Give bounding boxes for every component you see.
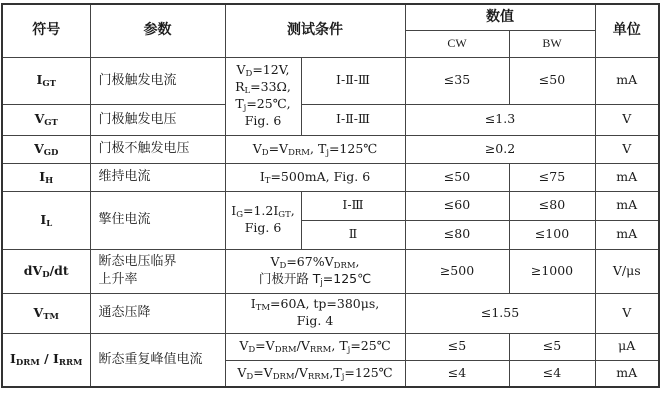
header-bw: BW (509, 30, 595, 57)
condition-idrm-2: $V_D=V_{DRM}/V_{RRM},T_j=125℃$ (225, 360, 405, 387)
unit-ih: mA (595, 163, 659, 191)
quadrant-vgt: Ⅰ-Ⅱ-Ⅲ (301, 104, 405, 135)
cw-il-2: ≤80 (405, 220, 509, 249)
shared-condition-cell: $V_D=12V$, $R_L=33\Omega$, $T_j=25℃$, Fig. 6 (225, 57, 301, 135)
condition-il: $I_G=1.2I_{GT}$, Fig. 6 (225, 191, 301, 249)
value-vtm: ≤1.55 (405, 293, 595, 333)
symbol-il: $I_L$ (2, 191, 90, 249)
condition-ih: $I_T=500mA$, Fig. 6 (225, 163, 405, 191)
row-vgt (2, 104, 659, 135)
row-igt (2, 57, 659, 104)
unit-dvdt: V/μs (595, 249, 659, 293)
header-symbol: 符号 (2, 4, 90, 57)
row-il-1 (2, 191, 659, 220)
row-ih (2, 163, 659, 191)
cw-idrm-2: ≤4 (405, 360, 509, 387)
bw-idrm-2: ≤4 (509, 360, 595, 387)
value-vgt: ≤1.3 (405, 104, 595, 135)
header-cw: CW (405, 30, 509, 57)
header-unit: 单位 (595, 4, 659, 57)
unit-vgt: V (595, 104, 659, 135)
bw-idrm-1: ≤5 (509, 333, 595, 360)
param-ih: 维持电流 (90, 163, 225, 191)
cw-idrm-1: ≤5 (405, 333, 509, 360)
bw-ih: ≤75 (509, 163, 595, 191)
bw-il-2: ≤100 (509, 220, 595, 249)
cw-dvdt: ≥500 (405, 249, 509, 293)
symbol-idrm: $I_{DRM} / I_{RRM}$ (2, 333, 90, 387)
header-parameter: 参数 (90, 4, 225, 57)
condition-dvdt: $V_D=67\%V_{DRM}$, 门极开路 $T_j=125℃$ (225, 249, 405, 293)
param-il: 擎住电流 (90, 191, 225, 249)
row-vtm (2, 293, 659, 333)
unit-vgd: V (595, 135, 659, 163)
row-dvdt (2, 249, 659, 293)
quadrant-igt: Ⅰ-Ⅱ-Ⅲ (301, 57, 405, 104)
value-vgd: ≥0.2 (405, 135, 595, 163)
symbol-vtm: $V_{TM}$ (2, 293, 90, 333)
quadrant-il-2: Ⅱ (301, 220, 405, 249)
quadrant-il-1: Ⅰ-Ⅲ (301, 191, 405, 220)
header-values: 数值 (405, 4, 595, 30)
bw-igt: ≤50 (509, 57, 595, 104)
symbol-igt: $I_{GT}$ (2, 57, 90, 104)
param-vtm: 通态压降 (90, 293, 225, 333)
param-dvdt: 断态电压临界 上升率 (90, 249, 225, 293)
thyristor-spec-table (1, 3, 660, 388)
cw-igt: ≤35 (405, 57, 509, 104)
cw-il-1: ≤60 (405, 191, 509, 220)
header-row-1 (2, 4, 659, 30)
param-igt: 门极触发电流 (90, 57, 225, 104)
param-idrm: 断态重复峰值电流 (90, 333, 225, 387)
row-vgd (2, 135, 659, 163)
unit-vtm: V (595, 293, 659, 333)
unit-il-2: mA (595, 220, 659, 249)
bw-il-1: ≤80 (509, 191, 595, 220)
spec-table-container (1, 3, 660, 388)
symbol-vgd: $V_{GD}$ (2, 135, 90, 163)
unit-idrm-2: mA (595, 360, 659, 387)
param-vgt: 门极触发电压 (90, 104, 225, 135)
unit-il-1: mA (595, 191, 659, 220)
bw-dvdt: ≥1000 (509, 249, 595, 293)
row-idrm-1 (2, 333, 659, 360)
symbol-dvdt: $dV_D/dt$ (2, 249, 90, 293)
symbol-vgt: $V_{GT}$ (2, 104, 90, 135)
unit-igt: mA (595, 57, 659, 104)
condition-idrm-1: $V_D=V_{DRM}/V_{RRM}$, $T_j=25℃$ (225, 333, 405, 360)
unit-idrm-1: μA (595, 333, 659, 360)
symbol-ih: $I_H$ (2, 163, 90, 191)
cw-ih: ≤50 (405, 163, 509, 191)
condition-vtm: $I_{TM}=60A$, tp=380μs, Fig. 4 (225, 293, 405, 333)
header-conditions: 测试条件 (225, 4, 405, 57)
param-vgd: 门极不触发电压 (90, 135, 225, 163)
condition-vgd: $V_D=V_{DRM}$, $T_j=125℃$ (225, 135, 405, 163)
